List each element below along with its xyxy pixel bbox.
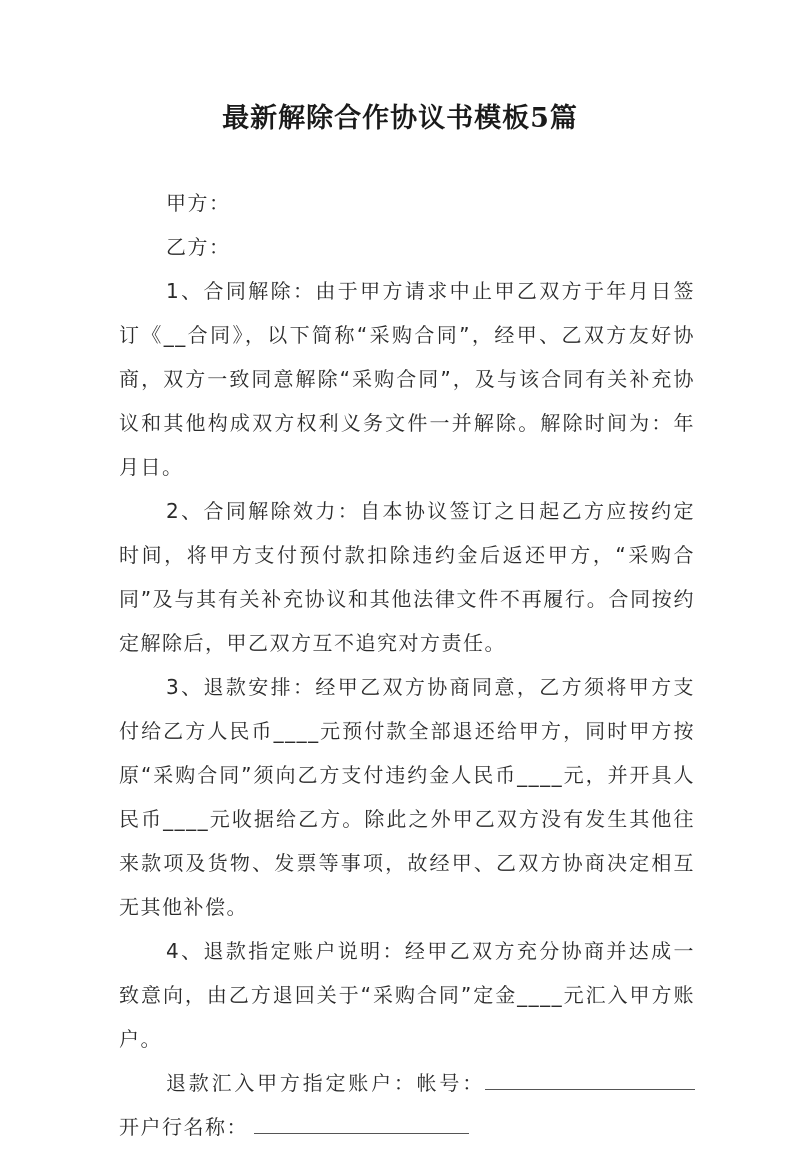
bank-label: 开户行名称： [119,1115,248,1139]
account-line [119,1061,695,1149]
clause-1: 1、合同解除：由于甲方请求中止甲乙双方于年月日签订《__合同》，以下简称“采购合同”，经甲、乙双方友好协商，双方一致同意解除“采购合同”，及与该合同有关补充协议和其他构成双方权利义务文件一并解除。解除时间为：年月日。 [119,279,695,479]
account-label: 退款汇入甲方指定账户：帐号： [166,1071,485,1095]
clause-3: 3、退款安排：经甲乙双方协商同意，乙方须将甲方支付给乙方人民币____元预付款全部退还给甲方，同时甲方按原“采购合同”须向乙方支付违约金人民币____元，并开具人民币____元收据给乙方。除此之外甲乙双方没有发生其他往来款项及货物、发票等事项，故经甲、乙双方协商决定相互无其他补偿。 [119,675,695,919]
account-number-blank [485,1069,695,1090]
party-b-line: 乙方： [166,235,231,259]
clause-2: 2、合同解除效力：自本协议签订之日起乙方应按约定时间，将甲方支付预付款扣除违约金后返还甲方，“采购合同”及与其有关补充协议和其他法律文件不再履行。合同按约定解除后，甲乙双方互不追究对方责任。 [119,499,695,655]
document-body [119,181,695,1149]
document-title: 最新解除合作协议书模板5篇 [222,103,578,134]
clause-4: 4、退款指定账户说明：经甲乙双方充分协商并达成一致意向，由乙方退回关于“采购合同”定金____元汇入甲方账户。 [119,939,695,1051]
party-a-line: 甲方： [166,191,231,215]
